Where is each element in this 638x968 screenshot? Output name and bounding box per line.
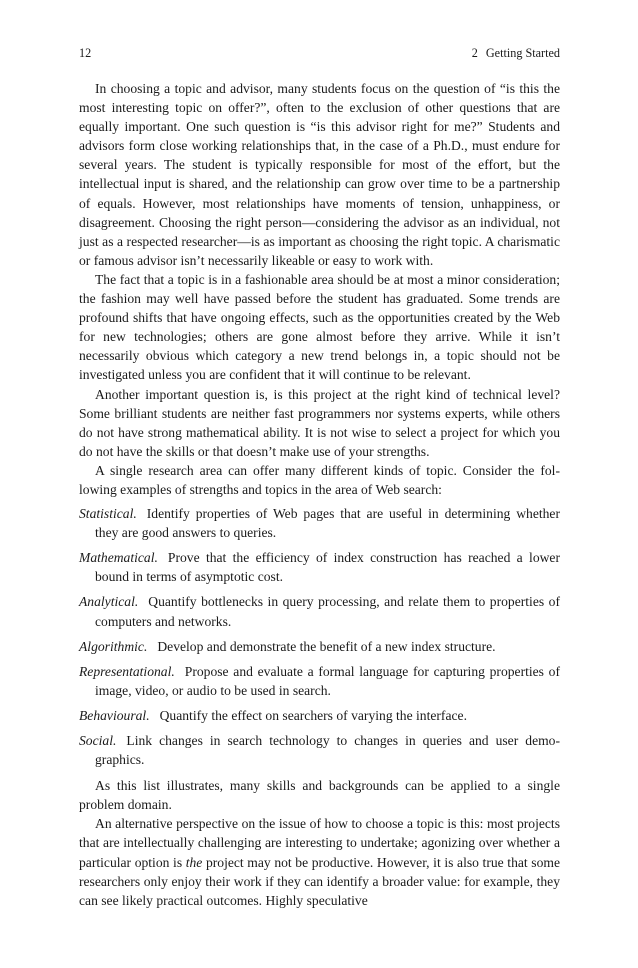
page-number: 12	[79, 46, 92, 60]
chapter-number: 2	[471, 46, 478, 60]
paragraph-text-after: project may not be productive. However, it is also true that some researchers only enjoy their work if they can identify a broader value: for example, they can see likely practical outcomes. Highly speculative	[79, 854, 560, 908]
paragraph-technical-level: Another important question is, is this project at the right kind of technical level? Some brilliant students are neither fast programmers nor systems experts, while others do not have strong mathematical ability. It is not wise to select a project for which you do not have the skills or that doesn’t make use of your strengths.	[79, 386, 560, 459]
example-text: Link changes in search technology to changes in queries and user demographics.	[95, 733, 560, 768]
example-term: Social.	[79, 733, 117, 748]
example-term: Algorithmic.	[79, 638, 148, 654]
example-representational	[79, 662, 560, 700]
paragraph-fashion: The fact that a topic is in a fashionable area should be at most a minor consideration; the fashion may well have passed before the student has graduated. Some trends are profound shifts that have ongoing effects, such as the opportunities created by the Web for new technologies; others are gone almost before they arrive. While it isn’t necessarily obvious which category a new trend belongs in, a topic should not be investigated unless you are confident that it will continue to be relevant.	[79, 271, 560, 383]
example-behavioural	[79, 706, 560, 725]
example-text: Propose and evaluate a formal language for capturing properties of image, video, or audio to be used in search.	[95, 663, 560, 698]
body-text	[79, 79, 560, 910]
paragraph-advisor: In choosing a topic and advisor, many students focus on the question of “is this the most interesting topic on offer?”, often to the exclusion of other questions that are equally important. One such question is “is this advisor right for me?” Students and advisors form close working relationships that, in the case of a Ph.D., must endure for several years. The student is typically responsible for most of the effort, but the intellectual input is shared, and the relationship can grow over time to be a partnership of equals. However, most relationships have moments of tension, unhappiness, or disagreement. Choosing the right person—considering the advisor as an individual, not just as a respected researcher—is as important as choosing the right topic. A charismatic or famous advisor isn’t necessarily likeable or easy to work with.	[79, 81, 560, 268]
chapter-heading	[472, 45, 560, 61]
example-text: Quantify the effect on searchers of varying the interface.	[159, 707, 467, 723]
chapter-title: Getting Started	[485, 46, 560, 60]
example-term: Statistical.	[79, 506, 137, 522]
paragraph-alternative-perspective	[79, 814, 560, 909]
example-term: Analytical.	[79, 594, 139, 610]
paragraph-list-illustrates: As this list illustrates, many skills and backgrounds can be applied to a single problem domain.	[79, 778, 560, 813]
example-text: Prove that the efficiency of index construction has reached a lower bound in terms of asymptotic cost.	[95, 550, 560, 585]
example-text: Develop and demonstrate the benefit of a new index structure.	[157, 638, 496, 654]
paragraph-kinds-of-topic: A single research area can offer many different kinds of topic. Consider the following examples of strengths and topics in the area of Web search:	[79, 462, 560, 497]
examples-list	[79, 504, 560, 769]
example-term: Behavioural.	[79, 707, 150, 723]
example-mathematical	[79, 548, 560, 586]
paragraph-text-before: An alternative perspective on the issue of how to choose a topic is this: most projects that are intellectually challenging are interesting to undertake; agonizing over whether a particular option is	[79, 816, 560, 870]
example-text: Quantify bottlenecks in query processing, and relate them to properties of computers and networks.	[95, 594, 560, 629]
example-term: Mathematical.	[79, 550, 158, 566]
example-term: Representational.	[79, 663, 175, 679]
example-algorithmic	[79, 637, 560, 656]
example-statistical	[79, 504, 560, 542]
emphasized-word: the	[185, 854, 203, 870]
example-text: Identify properties of Web pages that are useful in determining whether they are good answers to queries.	[95, 506, 560, 541]
example-social	[79, 731, 560, 769]
example-analytical	[79, 592, 560, 630]
